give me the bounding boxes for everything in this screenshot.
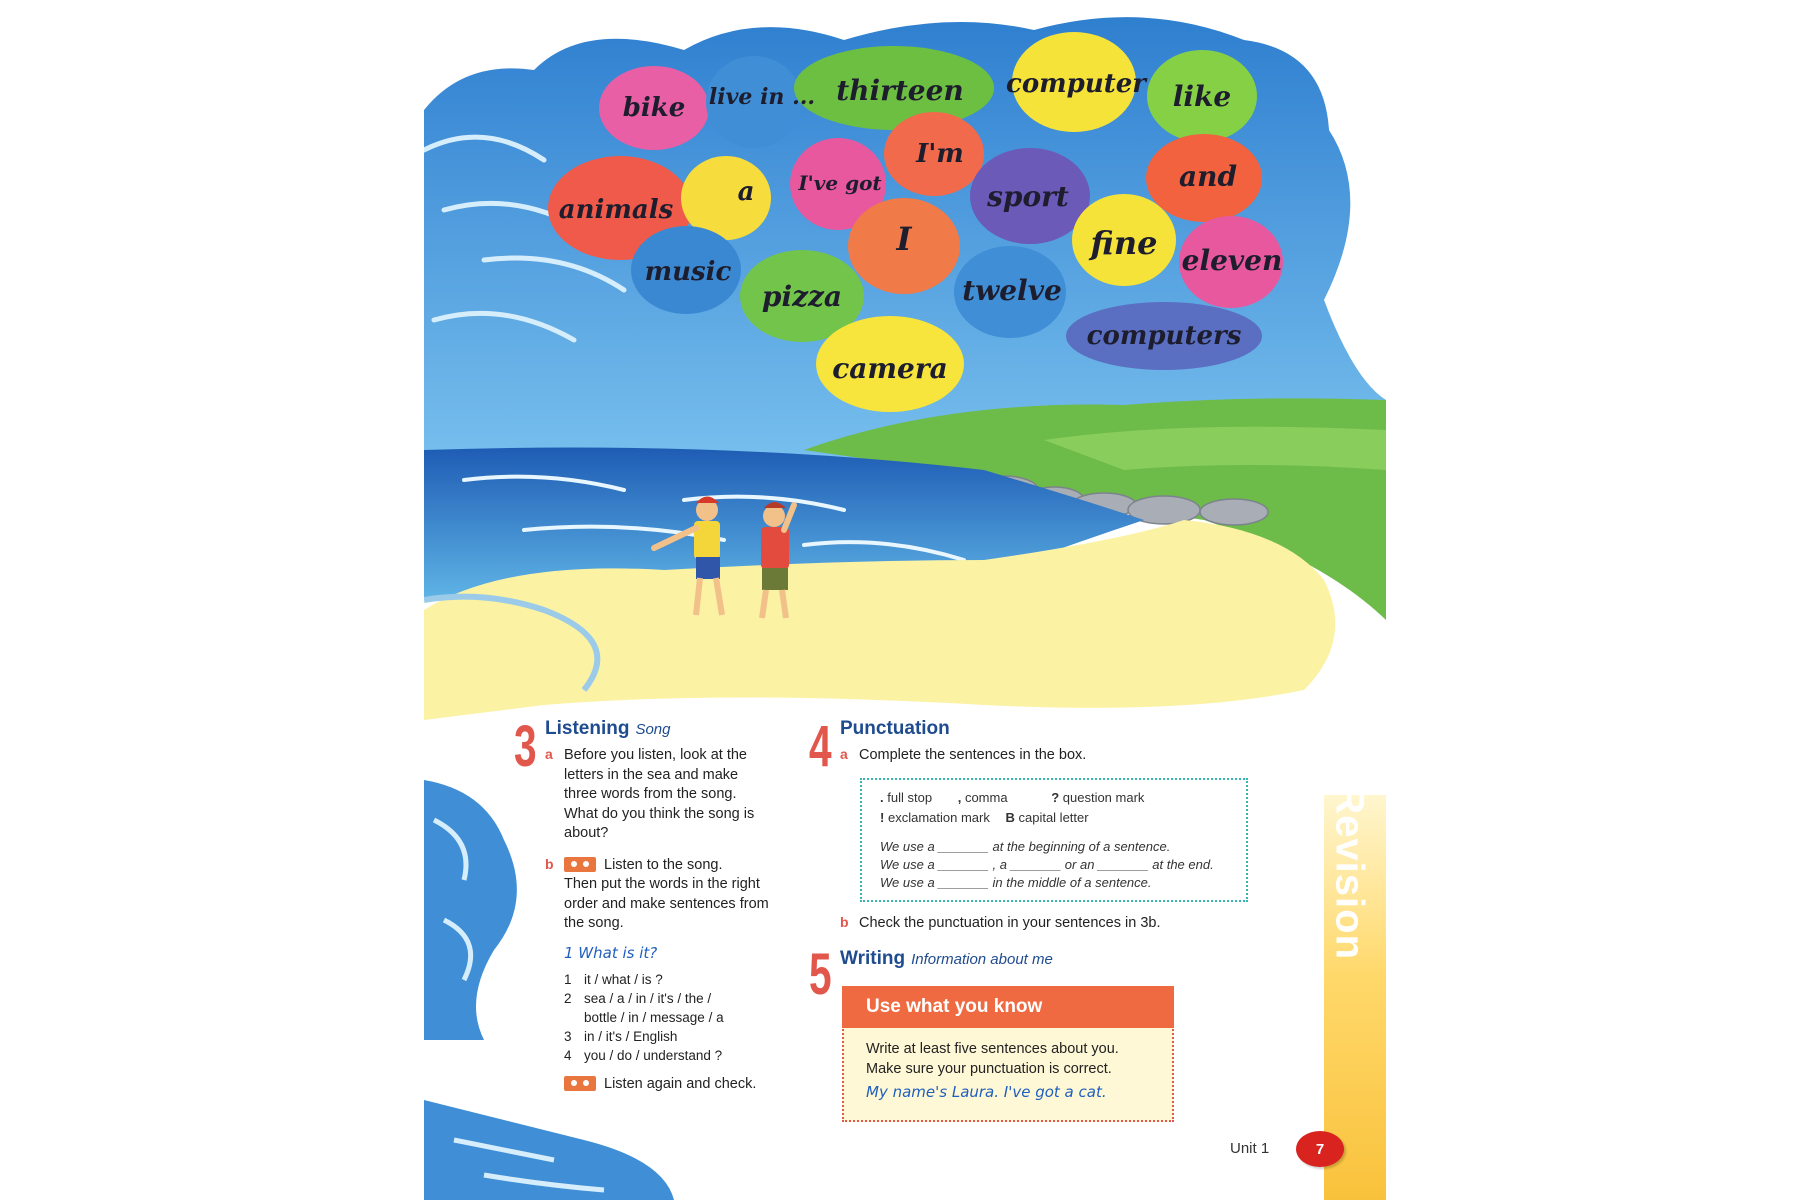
box-body bbox=[866, 1040, 1156, 1103]
section-subtitle: Information about me bbox=[911, 951, 1053, 968]
balloon-label: fine bbox=[1090, 224, 1158, 262]
box-header: Use what you know bbox=[842, 986, 1174, 1028]
cassette-icon bbox=[564, 1076, 596, 1091]
list-item: 2 sea / a / in / it's / the / bbox=[564, 990, 712, 1006]
instruction-text: Make sure your punctuation is correct. bbox=[866, 1060, 1112, 1077]
list-item: 1 it / what / is ? bbox=[564, 971, 663, 987]
word-list bbox=[564, 970, 790, 1065]
instruction-text: Complete the sentences in the box. bbox=[859, 747, 1087, 763]
item-b-row bbox=[840, 914, 1160, 934]
sentences bbox=[880, 838, 1214, 892]
marks-row: . full stop , comma ? question mark bbox=[880, 790, 1145, 805]
balloon-label: twelve bbox=[962, 274, 1062, 307]
unit-label: Unit 1 bbox=[1230, 1140, 1270, 1157]
balloon-label: bike bbox=[622, 93, 686, 123]
page-number: 7 bbox=[1296, 1131, 1344, 1167]
balloon-label: thirteen bbox=[836, 74, 964, 107]
section-number: 4 bbox=[809, 714, 832, 779]
balloon-label: sport bbox=[987, 180, 1069, 213]
textbook-page bbox=[424, 0, 1386, 1200]
beach-balloon-illustration bbox=[424, 0, 1386, 725]
section-number: 5 bbox=[809, 942, 832, 1007]
punctuation-box bbox=[860, 778, 1248, 902]
check-line bbox=[564, 1075, 790, 1095]
sentence-line: We use a _______ , a _______ or an _______ at the end. bbox=[880, 857, 1214, 872]
item-letter: a bbox=[840, 746, 848, 762]
left-wave-decoration bbox=[424, 780, 534, 1040]
balloon-label: animals bbox=[558, 195, 674, 225]
balloon-label: computers bbox=[1086, 321, 1242, 351]
list-item: 4 you / do / understand ? bbox=[564, 1047, 723, 1063]
balloon-label: music bbox=[644, 257, 732, 287]
instruction-block bbox=[564, 856, 774, 934]
bottom-wave-decoration bbox=[424, 1100, 684, 1200]
balloon-label: eleven bbox=[1181, 244, 1283, 277]
list-item: bottle / in / message / a bbox=[584, 1009, 724, 1025]
example-answer: My name's Laura. I've got a cat. bbox=[866, 1083, 1107, 1101]
instruction-text: Write at least five sentences about you. bbox=[866, 1041, 1119, 1057]
instruction-text: Listen again and check. bbox=[604, 1075, 757, 1092]
section-title: Writing bbox=[840, 948, 906, 969]
balloon-label: computer bbox=[1005, 69, 1147, 99]
section-subtitle: Song bbox=[635, 721, 671, 738]
section-punctuation bbox=[840, 718, 1260, 766]
sentence-line: We use a _______ in the middle of a sentence. bbox=[880, 875, 1152, 890]
section-title: Punctuation bbox=[840, 718, 950, 739]
item-letter: b bbox=[545, 855, 554, 872]
instruction-text: Check the punctuation in your sentences in 3b. bbox=[859, 915, 1161, 931]
side-tab-label: Revision bbox=[1328, 785, 1372, 960]
balloon-label: live in ... bbox=[708, 84, 816, 110]
example-answer: 1 What is it? bbox=[564, 943, 658, 962]
section-listening bbox=[545, 718, 790, 1094]
balloon-label: and bbox=[1178, 160, 1238, 193]
balloon-label: I'm bbox=[916, 139, 964, 169]
balloon-label: I've got bbox=[798, 171, 882, 195]
item-letter: a bbox=[545, 746, 553, 762]
list-item: 3 in / it's / English bbox=[564, 1028, 678, 1044]
balloon-label: camera bbox=[832, 352, 948, 385]
instruction-text: Listen to the song. bbox=[604, 856, 723, 873]
item-letter: b bbox=[840, 914, 849, 930]
balloon-label: a bbox=[737, 177, 755, 207]
section-writing bbox=[840, 948, 1053, 970]
cassette-icon bbox=[564, 857, 596, 872]
sentence-line: We use a _______ at the beginning of a sentence. bbox=[880, 839, 1171, 854]
section-number: 3 bbox=[514, 714, 537, 779]
balloon-label: like bbox=[1172, 80, 1232, 113]
balloon-label: pizza bbox=[761, 280, 843, 313]
marks-row: ! exclamation mark B capital letter bbox=[880, 810, 1089, 825]
instruction-text: Before you listen, look at the letters in the sea and make three words from the song. What do you think the song is about? bbox=[564, 747, 755, 841]
section-title: Listening bbox=[545, 718, 630, 739]
balloon-label: I bbox=[896, 220, 912, 258]
instruction-text: Then put the words in the right order and make sentences from the song. bbox=[564, 876, 769, 931]
